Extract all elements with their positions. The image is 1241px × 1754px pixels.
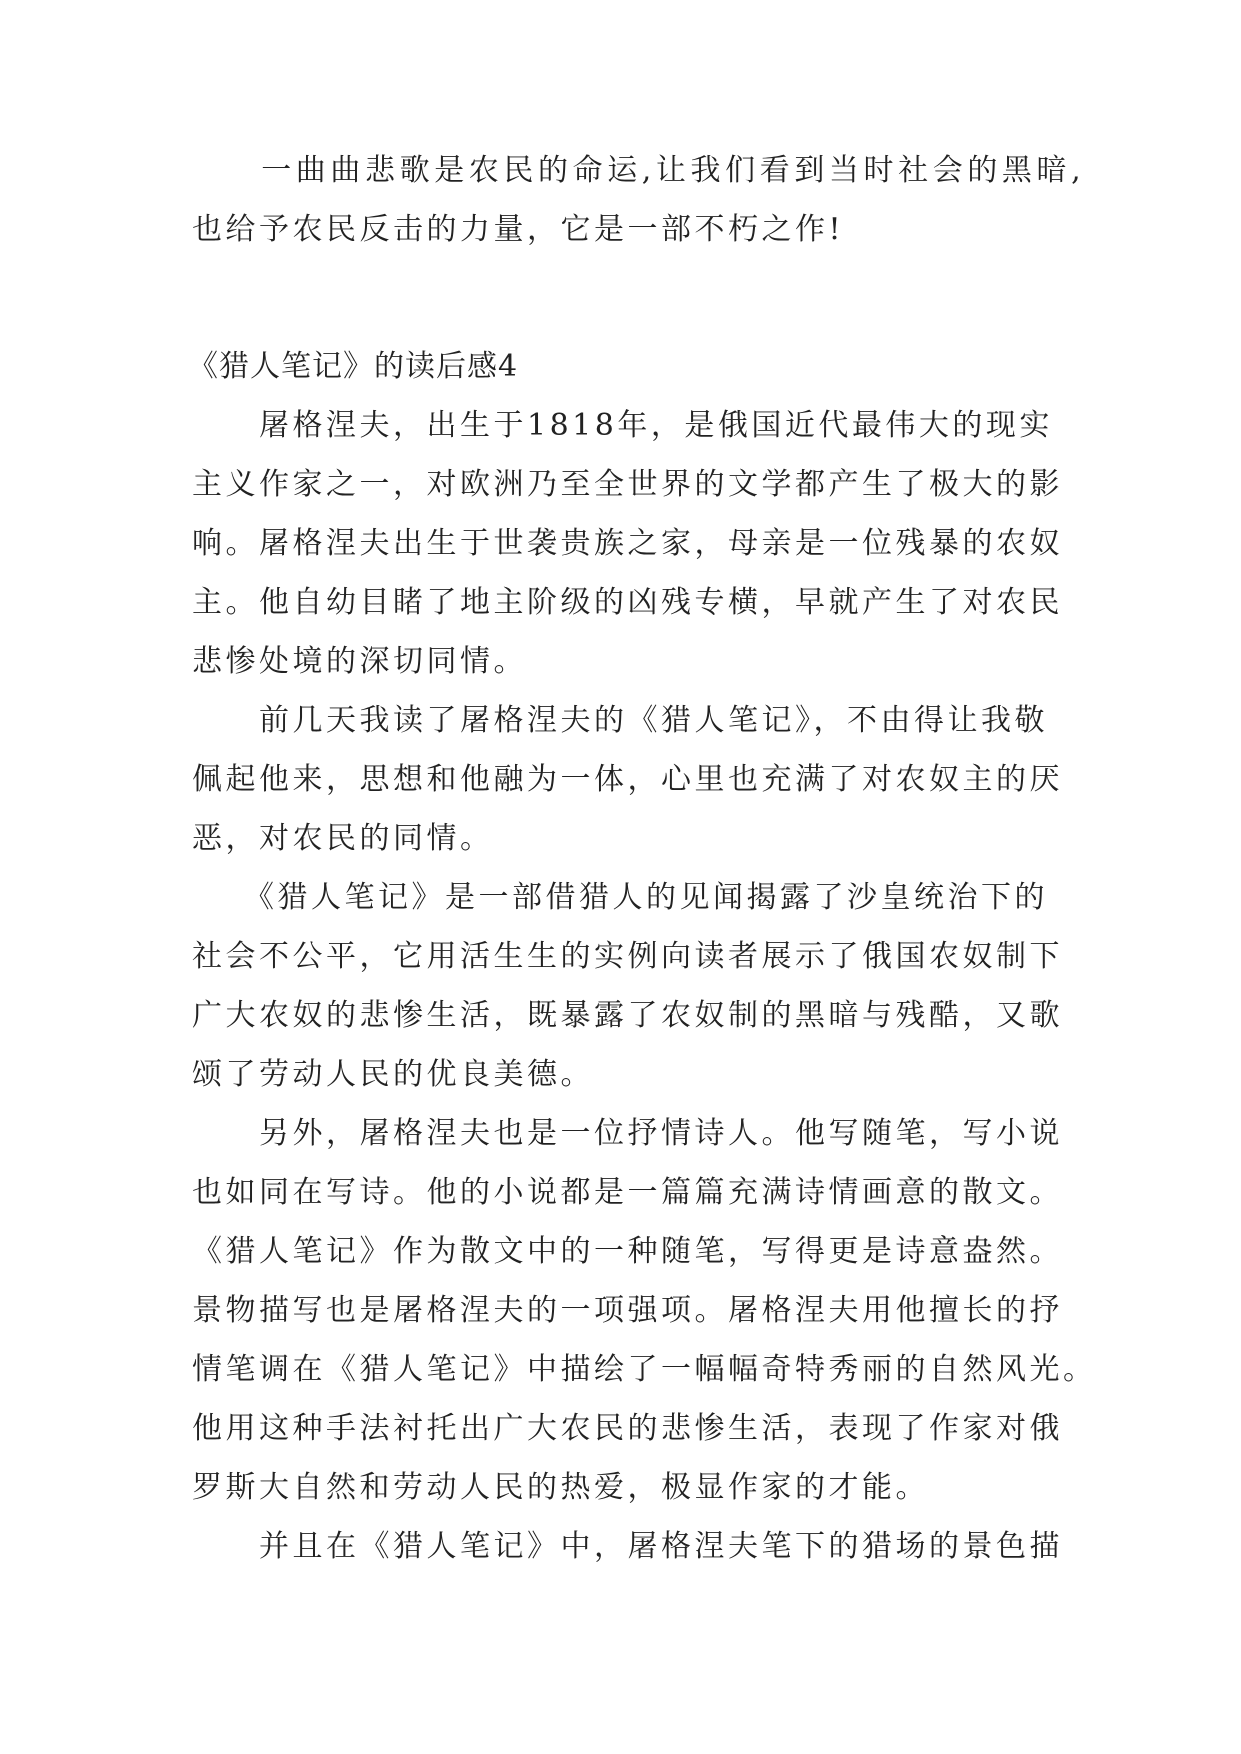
paragraph-line: 悲惨处境的深切同情。 (192, 644, 527, 679)
paragraph-line: 也如同在写诗。他的小说都是一篇篇充满诗情画意的散文。 (192, 1175, 1063, 1210)
paragraph-line: 他用这种手法衬托出广大农民的悲惨生活，表现了作家对俄 (192, 1411, 1063, 1446)
paragraph-line: 主。他自幼目睹了地主阶级的凶残专横，早就产生了对农民 (192, 585, 1063, 620)
paragraph-2 (192, 691, 1092, 868)
paragraph-line: 颂了劳动人民的优良美德。 (192, 1057, 594, 1092)
paragraph-line: 佩起他来，思想和他融为一体，心里也充满了对农奴主的厌 (192, 762, 1063, 797)
paragraph-line: 并且在《猎人笔记》中，屠格涅夫笔下的猎场的景色描 (192, 1529, 1063, 1564)
paragraph-line: 一曲曲悲歌是农民的命运,让我们看到当时社会的黑暗, (192, 153, 1086, 188)
paragraph-line: 也给予农民反击的力量，它是一部不朽之作! (192, 212, 845, 247)
paragraph-5 (192, 1517, 1092, 1576)
paragraph-4 (192, 1104, 1097, 1517)
paragraph-line: 另外，屠格涅夫也是一位抒情诗人。他写随笔，写小说 (192, 1116, 1063, 1151)
paragraph-line: 响。屠格涅夫出生于世袭贵族之家，母亲是一位残暴的农奴 (192, 526, 1063, 561)
paragraph-line: 屠格涅夫，出生于1818年，是俄国近代最伟大的现实 (192, 408, 1053, 443)
paragraph-line: 景物描写也是屠格涅夫的一项强项。屠格涅夫用他擅长的抒 (192, 1293, 1063, 1328)
paragraph-line: 主义作家之一，对欧洲乃至全世界的文学都产生了极大的影 (192, 467, 1063, 502)
paragraph-line: 社会不公平，它用活生生的实例向读者展示了俄国农奴制下 (192, 939, 1063, 974)
paragraph-top (192, 141, 1092, 259)
section-title: 《猎人笔记》的读后感4 (188, 349, 519, 384)
paragraph-line: 《猎人笔记》作为散文中的一种随笔，写得更是诗意盎然。 (192, 1234, 1063, 1269)
paragraph-3 (192, 868, 1092, 1104)
paragraph-line: 前几天我读了屠格涅夫的《猎人笔记》，不由得让我敬 (192, 703, 1048, 738)
paragraph-line: 《猎人笔记》是一部借猎人的见闻揭露了沙皇统治下的 (192, 880, 1048, 915)
paragraph-1 (192, 396, 1092, 691)
paragraph-line: 广大农奴的悲惨生活，既暴露了农奴制的黑暗与残酷，又歌 (192, 998, 1063, 1033)
paragraph-line: 恶，对农民的同情。 (192, 821, 494, 856)
paragraph-line: 罗斯大自然和劳动人民的热爱，极显作家的才能。 (192, 1470, 929, 1505)
paragraph-line: 情笔调在《猎人笔记》中描绘了一幅幅奇特秀丽的自然风光。 (192, 1352, 1097, 1387)
